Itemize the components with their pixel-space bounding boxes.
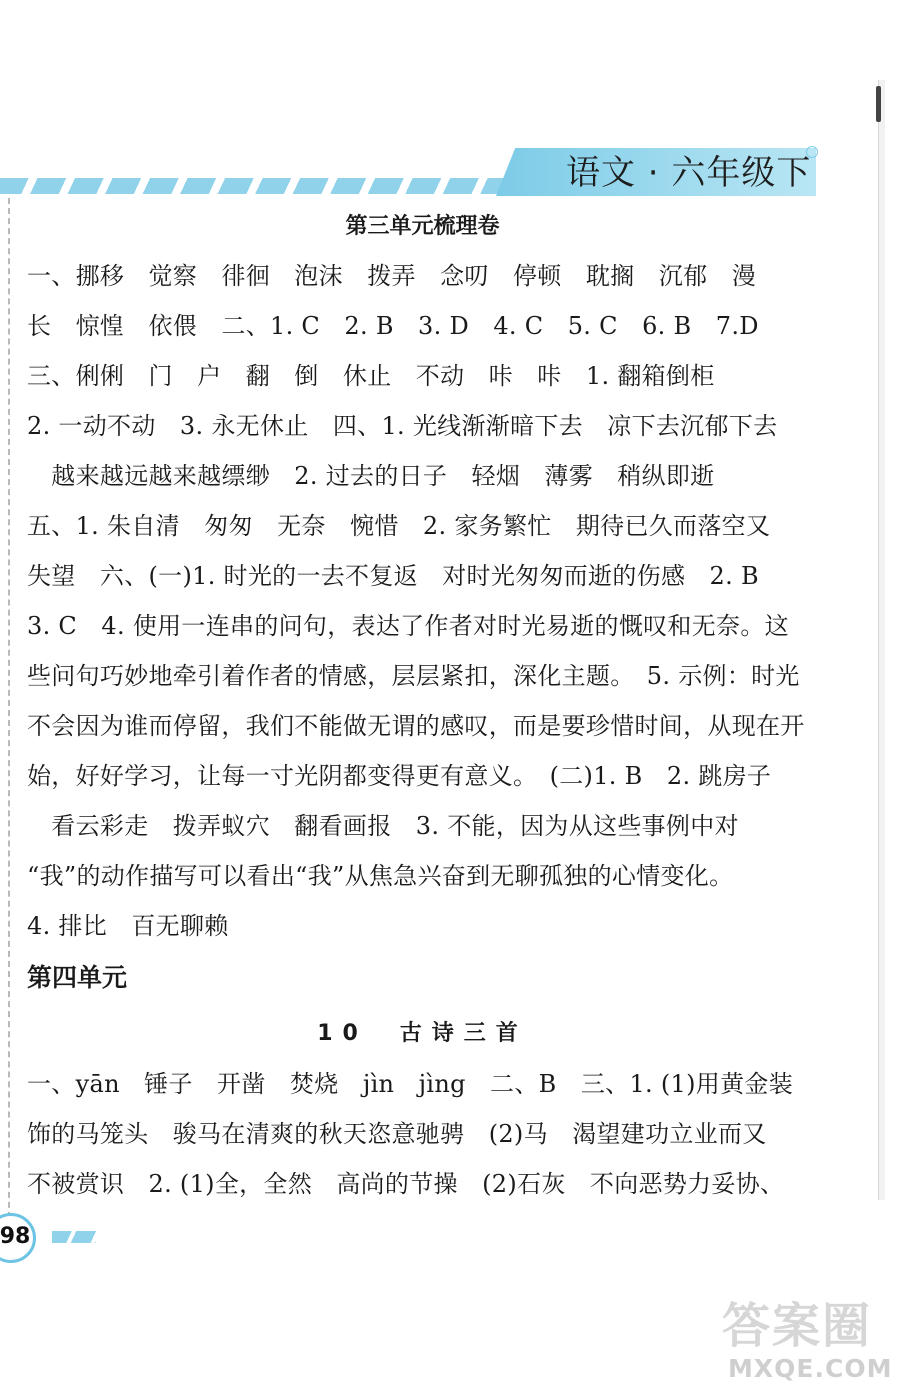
- answer-line: 五、1. 朱自清 匆匆 无奈 惋惜 2. 家务繁忙 期待已久而落空又: [27, 512, 771, 540]
- unit3-review-title: 第三单元梳理卷: [345, 214, 500, 239]
- answer-line: 越来越远越来越缥缈 2. 过去的日子 轻烟 薄雾 稍纵即逝: [27, 462, 715, 490]
- answer-line: 2. 一动不动 3. 永无休止 四、1. 光线渐渐暗下去 凉下去沉郁下去: [27, 412, 778, 440]
- answer-line: 始，好好学习，让每一寸光阴都变得更有意义。 (二)1. B 2. 跳房子: [27, 762, 772, 790]
- header-title: 语文 · 六年级下: [566, 153, 812, 193]
- answer-line: 三、俐俐 门 户 翻 倒 休止 不动 咔 咔 1. 翻箱倒柜: [27, 362, 715, 390]
- answer-line: 失望 六、(一)1. 时光的一去不复返 对时光匆匆而逝的伤感 2. B: [27, 562, 759, 590]
- answer-line: 不会因为谁而停留，我们不能做无谓的感叹，而是要珍惜时间，从现在开: [27, 712, 805, 740]
- watermark-url: MXQE.COM: [728, 1354, 893, 1383]
- unit4-heading: 第四单元: [27, 963, 128, 992]
- answer-line: 4. 排比 百无聊赖: [27, 912, 229, 940]
- page-number: 98: [0, 1224, 31, 1249]
- watermark-logo: 答案圈: [722, 1298, 873, 1354]
- lesson-title: 10 古诗三首: [317, 1021, 528, 1046]
- answer-line: 一、挪移 觉察 徘徊 泡沫 拨弄 念叨 停顿 耽搁 沉郁 漫: [27, 262, 756, 290]
- answer-line: 3. C 4. 使用一连串的问句，表达了作者对时光易逝的慨叹和无奈。这: [27, 612, 789, 640]
- answer-line: “我”的动作描写可以看出“我”从焦急兴奋到无聊孤独的心情变化。: [27, 862, 734, 890]
- answer-line: 一、yān 锤子 开凿 焚烧 jìn jìng 二、B 三、1. (1)用黄金装: [27, 1070, 793, 1098]
- answer-line: 饰的马笼头 骏马在清爽的秋天恣意驰骋 (2)马 渴望建功立业而又: [27, 1120, 767, 1148]
- answer-line: 不被赏识 2. (1)全，全然 高尚的节操 (2)石灰 不向恶势力妥协、: [27, 1170, 785, 1198]
- answer-line: 看云彩走 拨弄蚁穴 翻看画报 3. 不能，因为从这些事例中对: [27, 812, 739, 840]
- answer-line: 长 惊惶 依偎 二、1. C 2. B 3. D 4. C 5. C 6. B 7.D: [27, 312, 759, 340]
- answer-line: 些问句巧妙地牵引着作者的情感，层层紧扣，深化主题。 5. 示例：时光: [27, 662, 800, 690]
- footer-stripe-band: [52, 1231, 96, 1243]
